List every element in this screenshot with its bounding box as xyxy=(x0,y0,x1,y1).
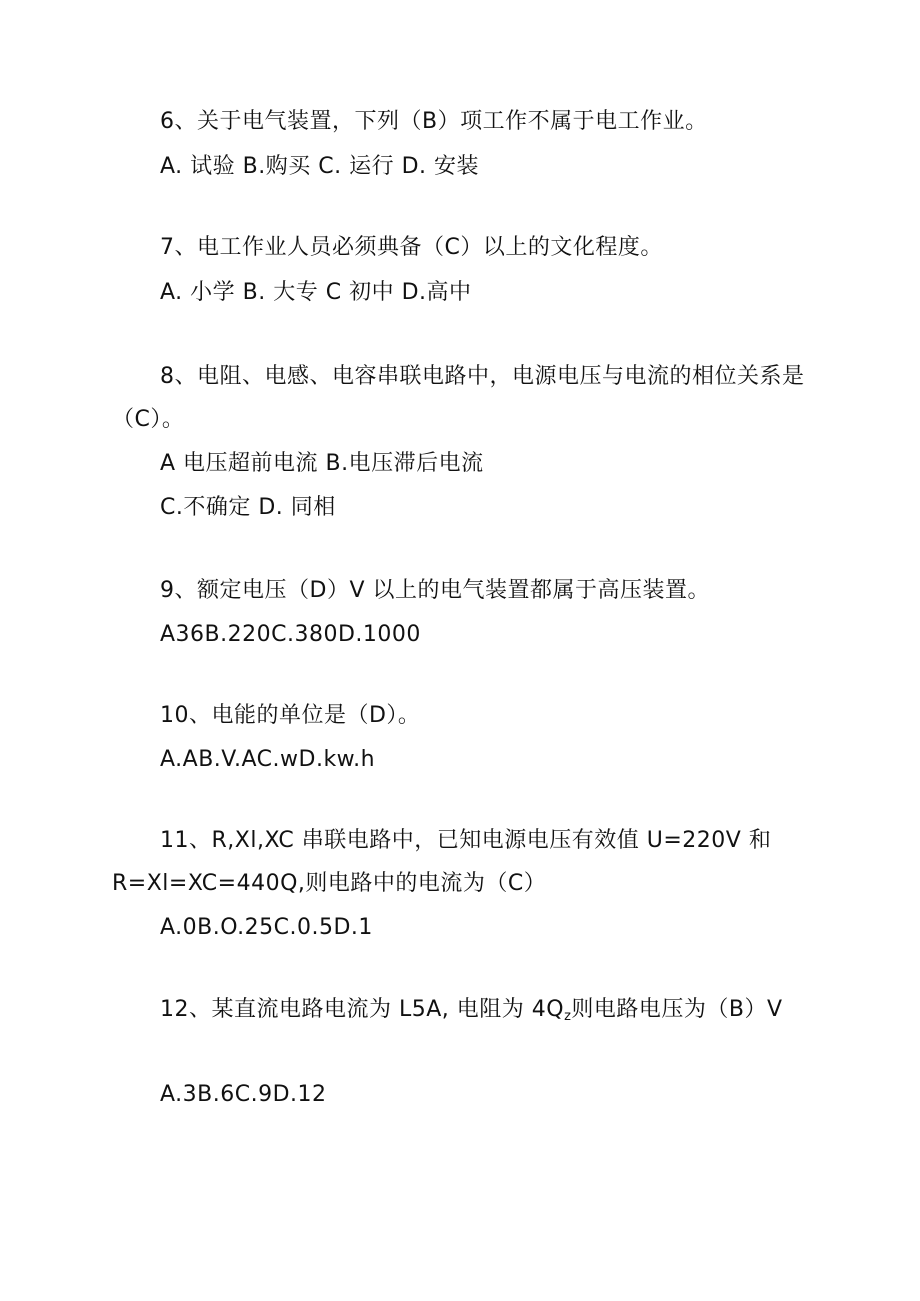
question-12-text-part-2: 则电路电压为（B）V xyxy=(571,997,783,1022)
question-6-text: 6、关于电气装置，下列（B）项工作不属于电工作业。 xyxy=(160,109,708,134)
question-8-text: 8、电阻、电感、电容串联电路中，电源电压与电流的相位关系是 xyxy=(160,364,805,389)
question-12-text-part-1: 12、某直流电路电流为 L5A, 电阻为 4Q xyxy=(160,997,565,1022)
question-10-text: 10、电能的单位是（D）。 xyxy=(160,703,421,728)
question-12-subscript: z xyxy=(564,1009,572,1024)
question-12-text xyxy=(160,996,783,1024)
question-11-text-continued: R=Xl=XC=440Q,则电路中的电流为（C） xyxy=(112,871,547,896)
question-9-text: 9、额定电压（D）V 以上的电气装置都属于高压装置。 xyxy=(160,578,710,603)
question-11-text: 11、R,Xl,XC 串联电路中，已知电源电压有效值 U=220V 和 xyxy=(160,828,772,853)
question-7-options: A. 小学 B. 大专 C 初中 D.高中 xyxy=(160,280,472,305)
question-6-options: A. 试验 B.购买 C. 运行 D. 安装 xyxy=(160,154,479,179)
question-12-options: A.3B.6C.9D.12 xyxy=(160,1082,327,1107)
question-8-text-continued: （C）。 xyxy=(112,407,185,432)
question-8-options-line-1: A 电压超前电流 B.电压滞后电流 xyxy=(160,451,484,476)
question-10-options: A.AB.V.AC.wD.kw.h xyxy=(160,747,376,772)
question-8-options-line-2: C.不确定 D. 同相 xyxy=(160,495,336,520)
question-9-options: A36B.220C.380D.1000 xyxy=(160,622,421,647)
question-7-text: 7、电工作业人员必须典备（C）以上的文化程度。 xyxy=(160,235,663,260)
question-11-options: A.0B.O.25C.0.5D.1 xyxy=(160,915,373,940)
